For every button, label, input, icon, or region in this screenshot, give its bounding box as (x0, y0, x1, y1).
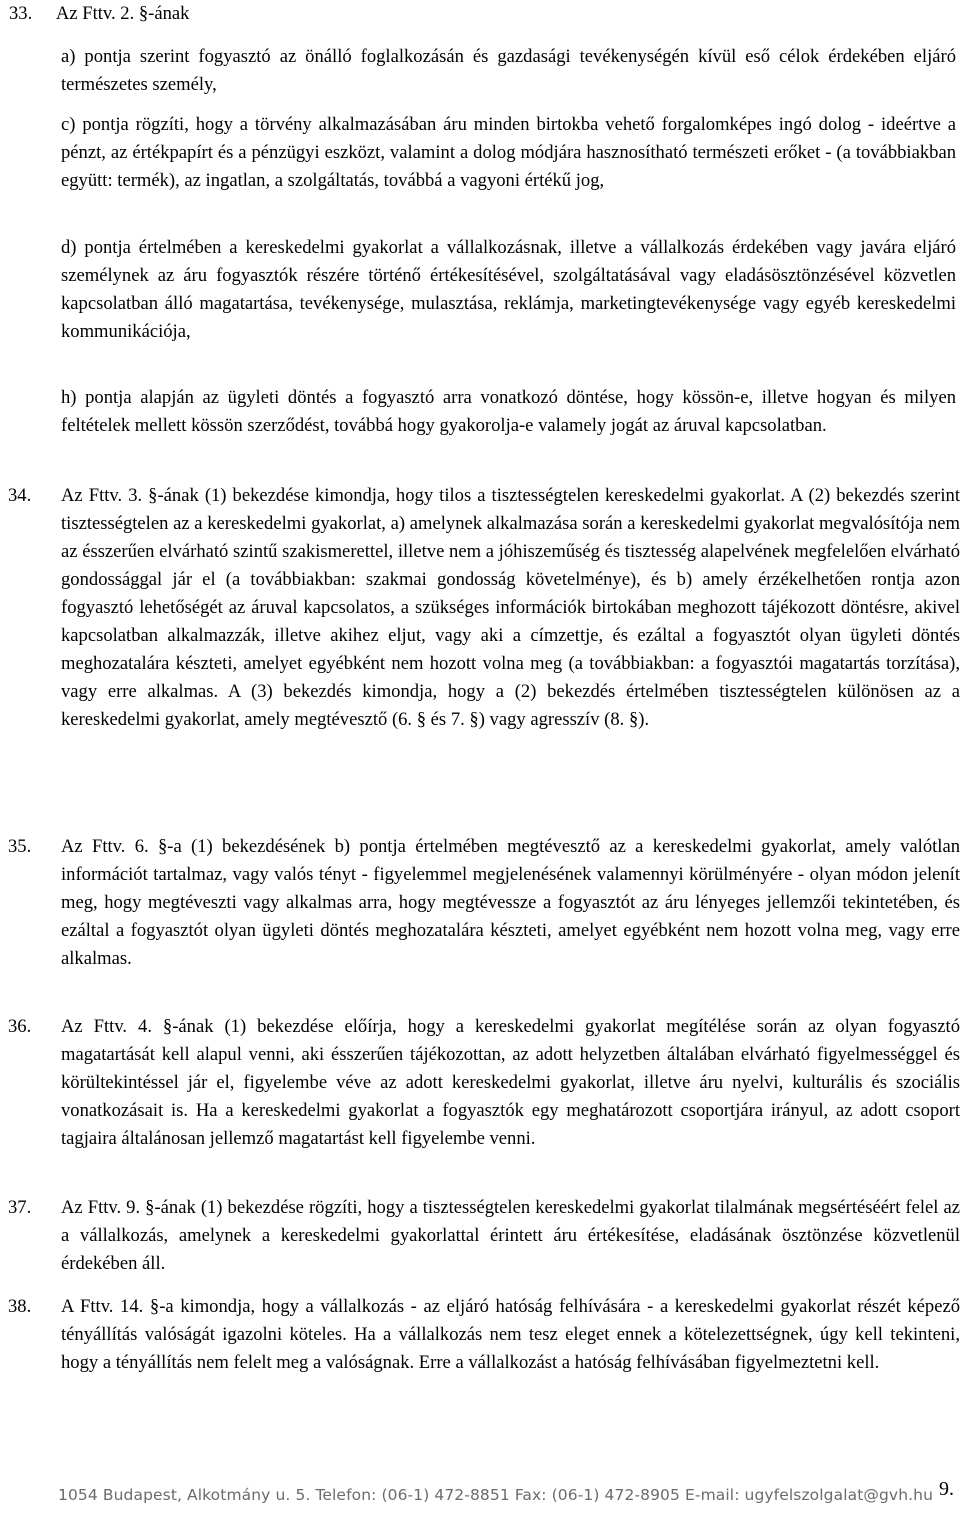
paragraph-35 (9, 833, 960, 973)
paragraph-heading-text: Az Fttv. 2. §-ának (55, 3, 190, 24)
paragraph-number: 33. (9, 3, 33, 24)
paragraph-number: 38. (8, 1296, 32, 1317)
paragraph-33-item-a (61, 43, 956, 99)
paragraph-text: Az Fttv. 3. §-ának (1) bekezdése kimondja, hogy tilos a tisztességtelen kereskedelmi gyakorlat. A (2) bekezdés szerint tisztességtelen az a kereskedelmi gyakorlat, a) amelynek alkalmazása során a kereskedelmi gyakorlat megvalósítója nem az ésszerűen elvárható szintű szakismerettel, illetve nem a jóhiszeműség és tisztesség alapelvének megfelelően elvárható gondossággal jár el (a továbbiakban: szakmai gondosság követelménye), és b) amely érzékelhetően rontja azon fogyasztó lehetőségét az áruval kapcsolatos, a szükséges információk birtokában meghozott tájékozott döntésre, akivel kapcsolatban alkalmazzák, illetve akihez eljut, vagy aki a címzettje, és ezáltal a fogyasztót olyan ügyleti döntés meghozatalára készteti, amelyet egyébként nem hozott volna meg (a továbbiakban: a fogyasztói magatartás torzítása), vagy erre alkalmas. A (3) bekezdés kimondja, hogy a (2) bekezdés értelmében tisztességtelen különösen az a kereskedelmi gyakorlat, amely megtévesztő (6. § és 7. §) vagy agresszív (8. §). (61, 485, 960, 730)
paragraph-38 (9, 1293, 960, 1377)
paragraph-text: A Fttv. 14. §-a kimondja, hogy a vállalkozás - az eljáró hatóság felhívására - a kereskedelmi gyakorlat részét képező tényállítás valóságát igazolni köteles. Ha a vállalkozás nem tesz eleget ennek a kötelezettségnek, úgy kell tekinteni, hogy a tényállítás nem felelt meg a valóságnak. Erre a vállalkozást a hatóság felhívásában figyelmeztetni kell. (61, 1296, 960, 1373)
paragraph-text: Az Fttv. 9. §-ának (1) bekezdése rögzíti, hogy a tisztességtelen kereskedelmi gyakorlat tilalmának megsértéséért felel az a vállalkozás, amelynek a kereskedelmi gyakorlattal érintett áru értékesítése, eladásának ösztönzése közvetlenül érdekében áll. (61, 1197, 960, 1274)
page-number: 9. (939, 1478, 954, 1500)
paragraph-33-item-h (61, 384, 956, 440)
paragraph-number: 37. (8, 1197, 32, 1218)
paragraph-36 (9, 1013, 960, 1153)
paragraph-number: 36. (8, 1016, 32, 1037)
list-item: a) pontja szerint fogyasztó az önálló foglalkozásán és gazdasági tevékenységén kívül eső célok érdekében eljáró természetes személy, (61, 46, 956, 95)
paragraph-33-item-d (61, 234, 956, 346)
list-item: h) pontja alapján az ügyleti döntés a fogyasztó arra vonatkozó döntése, hogy kössön-e, illetve hogyan és milyen feltételek mellett kössön szerződést, továbbá hogy gyakorolja-e valamely jogát az áruval kapcsolatban. (61, 387, 956, 436)
list-item: c) pontja rögzíti, hogy a törvény alkalmazásában áru minden birtokba vehető forgalomképes ingó dolog - ideértve a pénzt, az értékpapírt és a pénzügyi eszközt, valamint a dolog módjára hasznosítható természeti erőket - (a továbbiakban együtt: termék), az ingatlan, a szolgáltatás, továbbá a vagyoni értékű jog, (61, 114, 956, 191)
paragraph-number: 34. (8, 485, 32, 506)
paragraph-33-item-c (61, 111, 956, 195)
paragraph-text: Az Fttv. 4. §-ának (1) bekezdése előírja, hogy a kereskedelmi gyakorlat megítélése során az olyan fogyasztó magatartását kell alapul venni, aki ésszerűen tájékozottan, az adott helyzetben általában elvárható figyelmességgel és körültekintéssel jár el, figyelembe véve az adott kereskedelmi gyakorlat, illetve áru nyelvi, kulturális és szociális vonatkozásait is. Ha a kereskedelmi gyakorlat a fogyasztók egy meghatározott csoportjára irányul, az adott csoport tagjaira általánosan jellemző magatartást kell figyelembe venni. (61, 1016, 960, 1149)
page-footer: 1054 Budapest, Alkotmány u. 5. Telefon: (06-1) 472-8851 Fax: (06-1) 472-8905 E-mail: ugyfelszolgalat@gvh.hu (58, 1486, 934, 1504)
paragraph-number: 35. (8, 836, 32, 857)
paragraph-text: Az Fttv. 6. §-a (1) bekezdésének b) pontja értelmében megtévesztő az a kereskedelmi gyakorlat, amely valótlan információt tartalmaz, vagy valós tényt - figyelemmel megjelenésének valamennyi körülményére - olyan módon jelenít meg, hogy megtéveszti vagy alkalmas arra, hogy megtévessze a fogyasztót az áru lényeges jellemzői tekintetében, és ezáltal a fogyasztót olyan ügyleti döntés meghozatalára készteti, amelyet egyébként nem hozott volna meg, vagy erre alkalmas. (61, 836, 960, 969)
paragraph-33-heading (9, 0, 189, 28)
paragraph-37 (9, 1194, 960, 1278)
paragraph-34 (9, 482, 960, 734)
list-item: d) pontja értelmében a kereskedelmi gyakorlat a vállalkozásnak, illetve a vállalkozás érdekében vagy javára eljáró személynek az áru fogyasztók részére történő értékesítésével, szolgáltatásával vagy eladásösztönzésével közvetlen kapcsolatban álló magatartása, tevékenysége, mulasztása, reklámja, marketingtevékenysége vagy egyéb kereskedelmi kommunikációja, (61, 237, 956, 342)
